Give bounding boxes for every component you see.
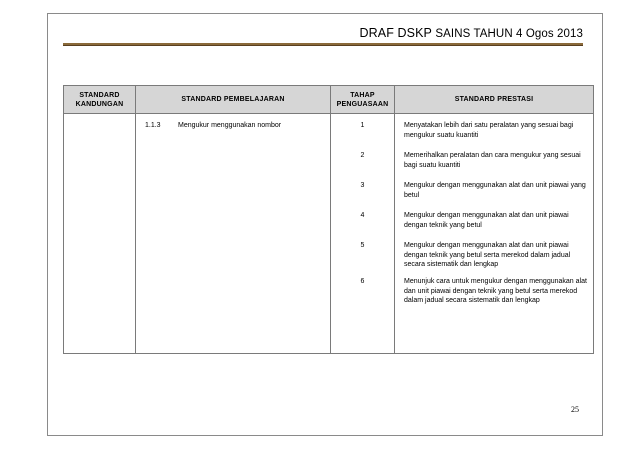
level-number: 1: [360, 122, 365, 129]
tahap-penguasaan-cell: [331, 114, 395, 354]
level-number: 5: [360, 242, 365, 249]
standard-prestasi-cell: [395, 114, 594, 354]
header-standard-pembelajaran: STANDARD PEMBELAJARAN: [136, 86, 331, 114]
header-standard-prestasi: STANDARD PRESTASI: [395, 86, 594, 114]
page-number: 25: [571, 405, 579, 414]
standard-kandungan-cell: [64, 114, 136, 354]
header-rule: [63, 43, 583, 46]
level-number: 4: [360, 212, 365, 219]
standard-pembelajaran-cell: [136, 114, 331, 354]
level-description: Menyatakan lebih dari satu peralatan yang sesuai bagi mengukur suatu kuantiti: [404, 122, 574, 139]
header-title-main: DRAF DSKP: [359, 26, 432, 40]
header-title-sub: SAINS TAHUN 4 Ogos 2013: [435, 28, 583, 40]
standard-pembelajaran-text: Mengukur menggunakan nombor: [178, 122, 282, 129]
header-standard-kandungan: STANDARD KANDUNGAN: [64, 86, 136, 114]
level-description: Mengukur dengan menggunakan alat dan unit piawai dengan teknik yang betul: [404, 212, 569, 229]
level-number: 2: [360, 152, 365, 159]
standards-table: [63, 85, 594, 354]
document-header-title: [360, 26, 584, 40]
level-number: 3: [360, 182, 365, 189]
table-header-row: [64, 86, 594, 114]
level-description: Menunjuk cara untuk mengukur dengan menggunakan alat dan unit piawai dengan teknik yang betul serta merekod dalam jadual secara sistematik dan lengkap: [404, 278, 587, 304]
header-tahap-penguasaan: TAHAP PENGUASAAN: [331, 86, 395, 114]
level-number: 6: [360, 278, 365, 285]
table-row: [64, 114, 594, 354]
standard-pembelajaran-code: 1.1.3: [145, 122, 161, 129]
level-description: Mengukur dengan menggunakan alat dan unit piawai dengan teknik yang betul serta merekod dalam jadual secara sistematik dan lengkap: [404, 242, 571, 268]
level-description: Memerihalkan peralatan dan cara mengukur yang sesuai bagi suatu kuantiti: [404, 152, 581, 169]
level-description: Mengukur dengan menggunakan alat dan unit piawai yang betul: [404, 182, 586, 199]
